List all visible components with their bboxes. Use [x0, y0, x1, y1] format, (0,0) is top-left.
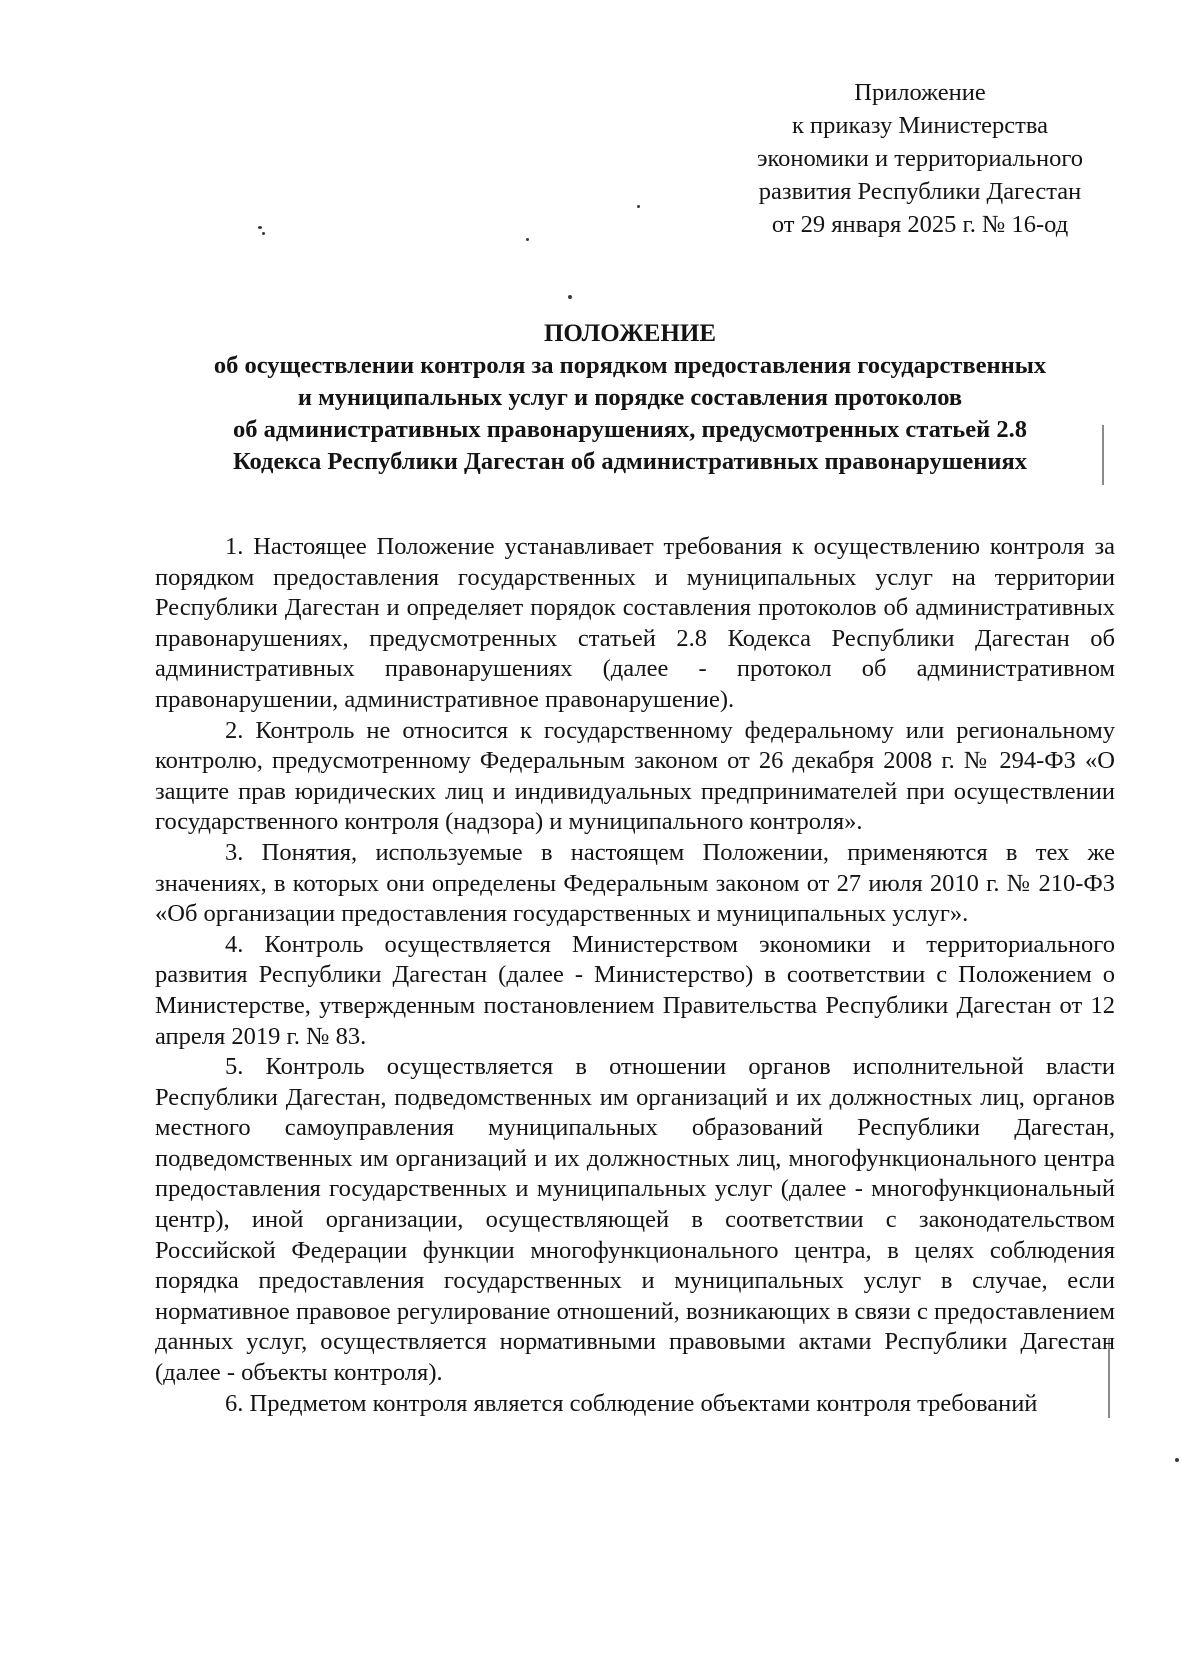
approval-line: к приказу Министерства: [792, 112, 1048, 139]
document-subtitle-line: Кодекса Республики Дагестан об административных правонарушениях: [232, 448, 1028, 475]
scan-speck: [568, 295, 572, 299]
paragraph: 6. Предметом контроля является соблюдение объектами контроля требований: [225, 1389, 1038, 1417]
document-title-block: [150, 318, 1110, 478]
document-subtitle-line: и муниципальных услуг и порядке составления протоколов: [297, 384, 963, 411]
paragraph: 2. Контроль не относится к государственному федеральному или региональному контролю, предусмотренному Федеральным законом от 26 декабря 2008 г. № 294-ФЗ «О защите прав юридических лиц и индивидуальных предпринимателей при осуществлении государственного контроля (надзора) и муниципального контроля».: [155, 716, 1115, 836]
document-subtitle-line: об административных правонарушениях, предусмотренных статьей 2.8: [232, 416, 1027, 443]
approval-line: экономики и территориального: [756, 145, 1084, 172]
scan-speck: [258, 226, 262, 229]
paragraph: 1. Настоящее Положение устанавливает требования к осуществлению контроля за порядком предоставления государственных и муниципальных услуг на территории Республики Дагестан и определяет порядок составления протоколов об административных правонарушениях, предусмотренных статьей 2.8 Кодекса Республики Дагестан об административных правонарушениях (далее - протокол об административном правонарушении, административное правонарушение).: [155, 533, 1115, 713]
approval-stamp-block: [720, 76, 1120, 241]
paragraph: 4. Контроль осуществляется Министерством экономики и территориального развития Республики Дагестан (далее - Министерство) в соответствии с Положением о Министерстве, утвержденным постановлением Правительства Республики Дагестан от 12 апреля 2019 г. № 83.: [155, 930, 1115, 1050]
document-title: ПОЛОЖЕНИЕ: [543, 320, 717, 347]
document-body: [155, 532, 1115, 1419]
scan-speck: [1175, 1458, 1179, 1462]
document-subtitle-line: об осуществлении контроля за порядком предоставления государственных: [213, 352, 1047, 379]
paragraph: 3. Понятия, используемые в настоящем Положении, применяются в тех же значениях, в которых они определены Федеральным законом от 27 июля 2010 г. № 210-ФЗ «Об организации предоставления государственных и муниципальных услуг».: [155, 838, 1115, 928]
scan-speck: [526, 238, 529, 241]
scan-speck: [637, 205, 640, 208]
scan-speck: [262, 232, 265, 235]
paragraph: 5. Контроль осуществляется в отношении органов исполнительной власти Республики Дагестан, подведомственных им организаций и их должностных лиц, органов местного самоуправления муниципальных образований Республики Дагестан, подведомственных им организаций и их должностных лиц, многофункционального центра предоставления государственных и муниципальных услуг (далее - многофункциональный центр), иной организации, осуществляющей в соответствии с законодательством Российской Федерации функции многофункционального центра, в целях соблюдения порядка предоставления государственных и муниципальных услуг в случае, если нормативное правовое регулирование отношений, возникающих в связи с предоставлением данных услуг, осуществляется нормативными правовыми актами Республики Дагестан (далее - объекты контроля).: [155, 1053, 1115, 1387]
approval-line: Приложение: [854, 79, 986, 106]
approval-line: развития Республики Дагестан: [758, 178, 1082, 205]
approval-line: от 29 января 2025 г. № 16-од: [771, 211, 1069, 238]
